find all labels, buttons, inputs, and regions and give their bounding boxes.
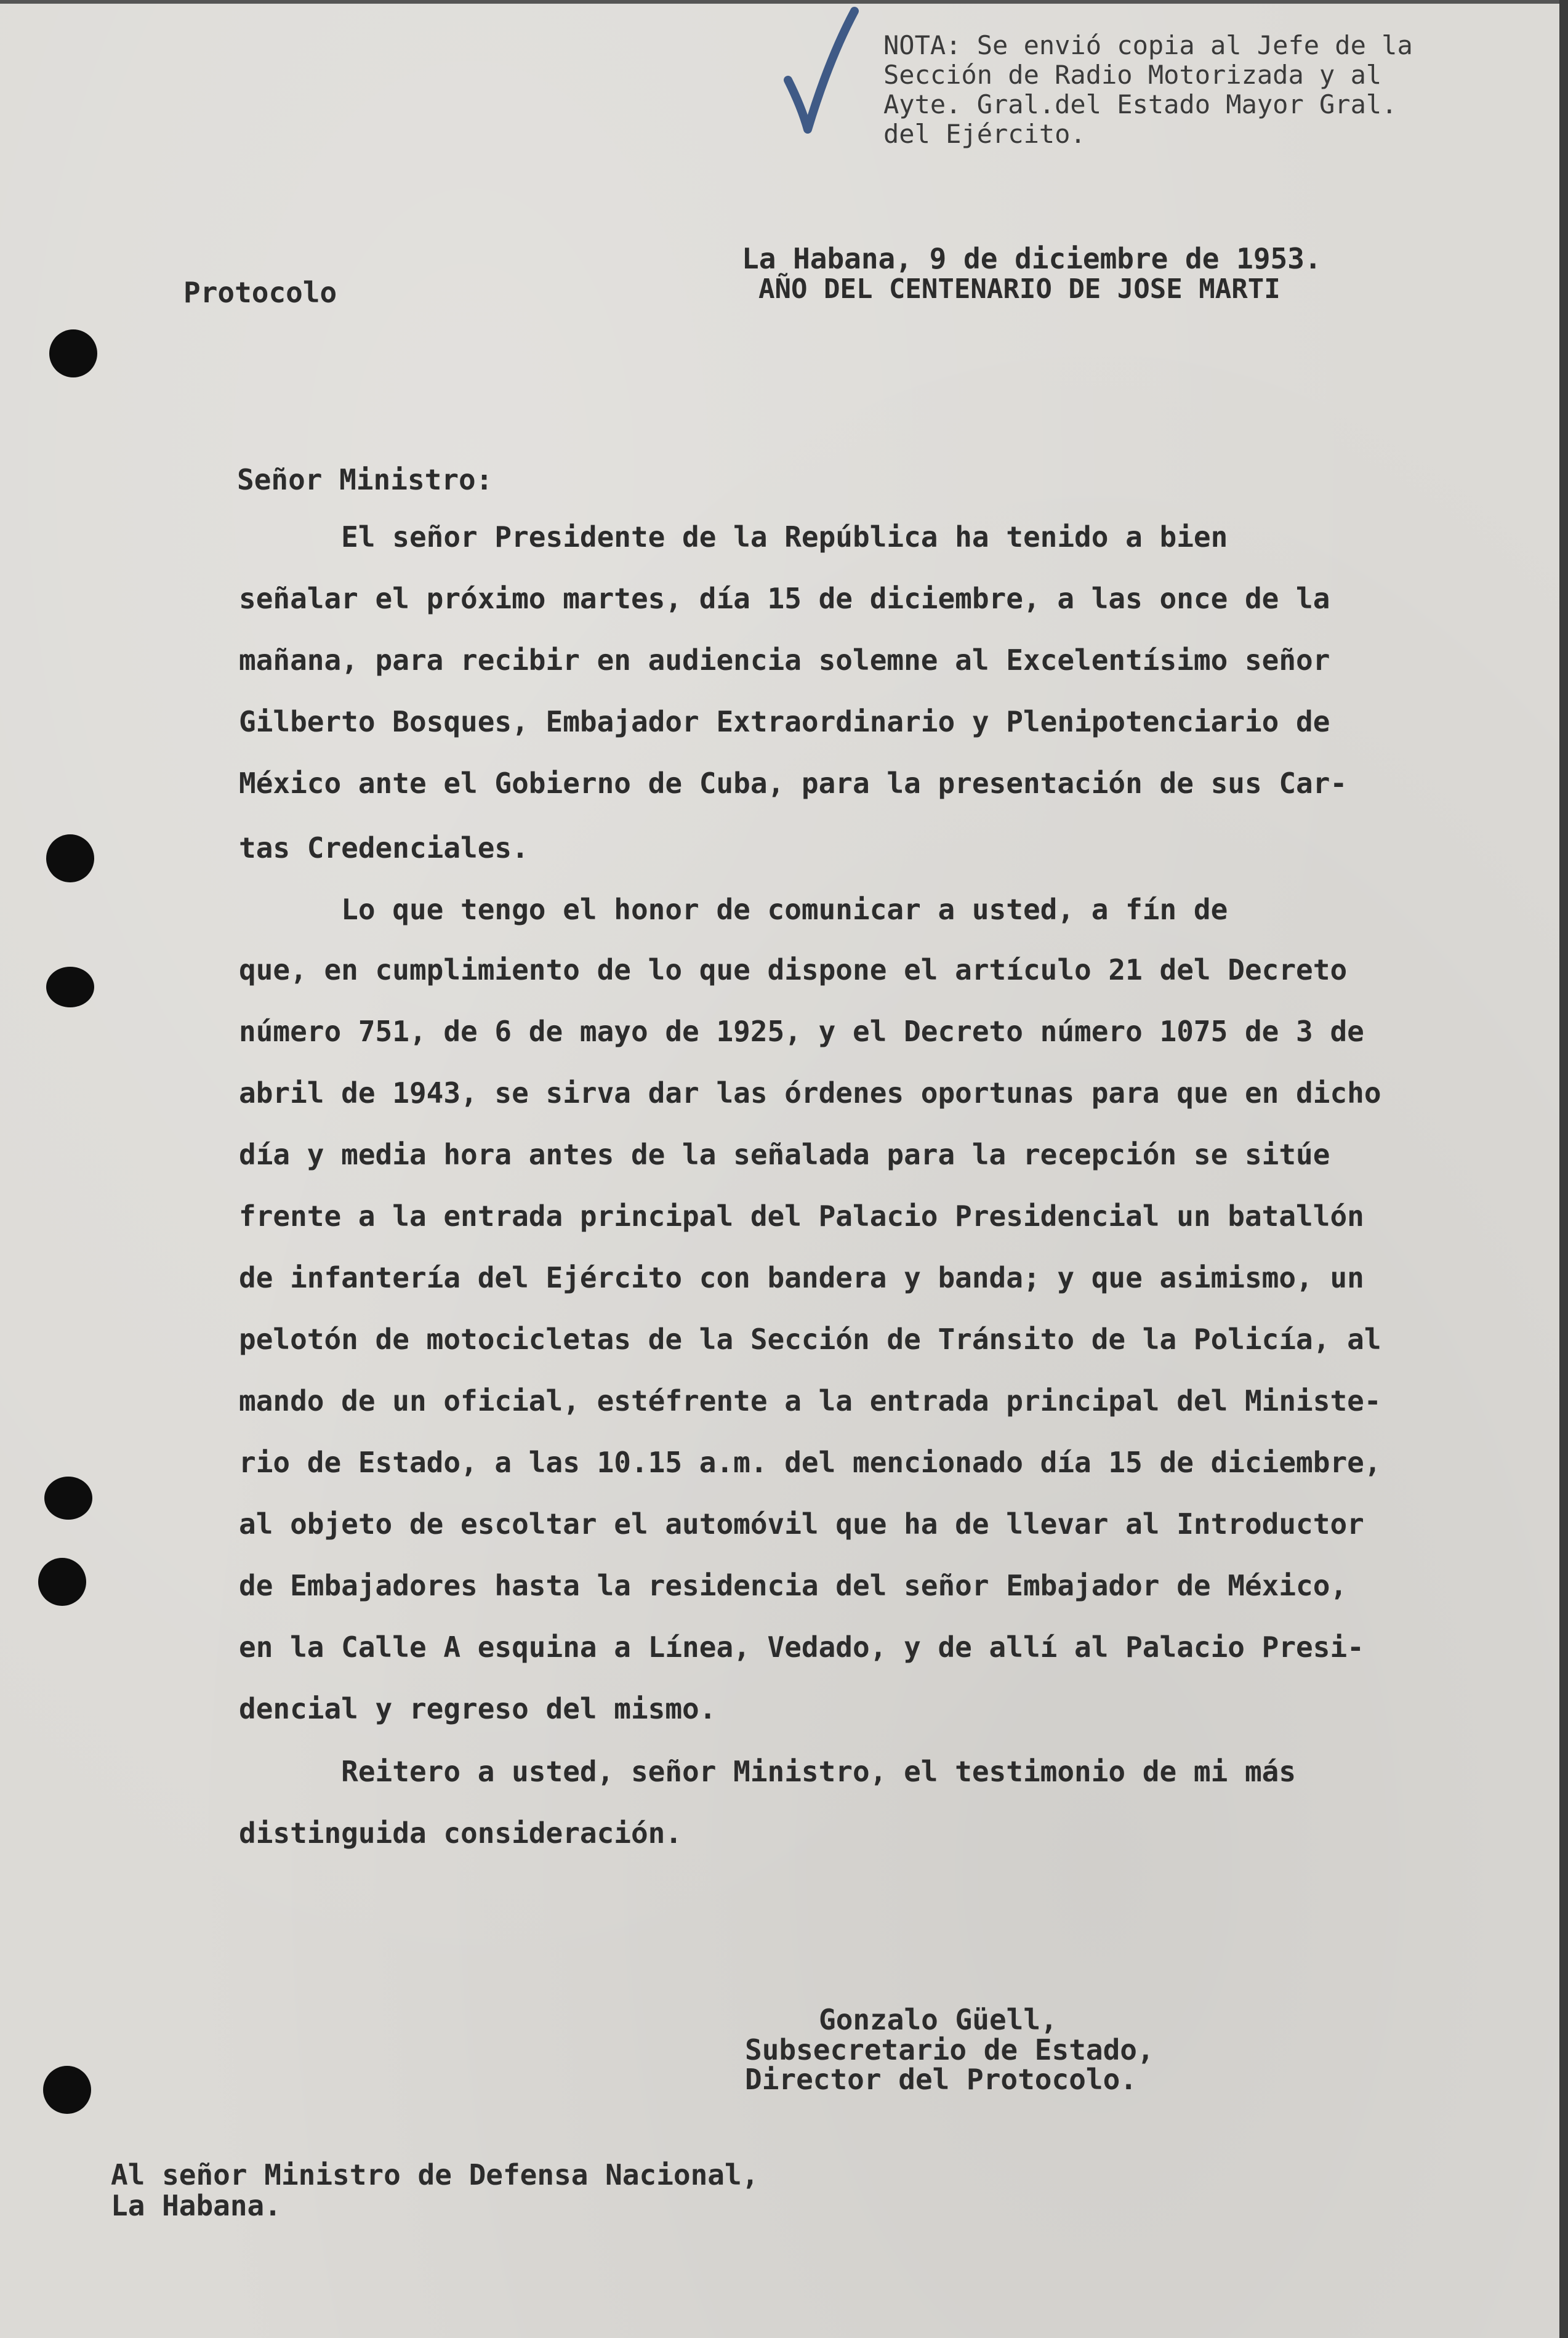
body-line: frente a la entrada principal del Palacio Presidencial un batallón [239,1199,1364,1233]
body-line: tas Credenciales. [239,831,529,865]
body-line: día y media hora antes de la señalada para la recepción se sitúe [239,1138,1330,1171]
body-line: Gilberto Bosques, Embajador Extraordinario y Plenipotenciario de [239,705,1330,738]
recipient-line: La Habana. [111,2189,281,2222]
punch-hole [46,967,94,1007]
punch-hole [44,1477,92,1520]
note-line: Sección de Radio Motorizada y al [883,60,1382,90]
note-line: Ayte. Gral.del Estado Mayor Gral. [883,89,1397,119]
body-line: rio de Estado, a las 10.15 a.m. del mencionado día 15 de diciembre, [239,1446,1381,1479]
signature-title: Subsecretario de Estado, [745,2033,1154,2066]
recipient-line: Al señor Ministro de Defensa Nacional, [111,2158,759,2191]
body-line: México ante el Gobierno de Cuba, para la presentación de sus Car- [239,767,1348,800]
body-line: que, en cumplimiento de lo que dispone el artículo 21 del Decreto [239,953,1348,986]
body-line: dencial y regreso del mismo. [239,1692,717,1725]
body-line: número 751, de 6 de mayo de 1925, y el Decreto número 1075 de 3 de [239,1015,1364,1048]
body-line: mañana, para recibir en audiencia solemne al Excelentísimo señor [239,643,1330,677]
signature-name: Gonzalo Güell, [819,2003,1058,2036]
punch-hole [46,834,94,882]
department-label: Protocolo [183,276,337,309]
signature-title: Director del Protocolo. [745,2063,1137,2096]
salutation: Señor Ministro: [237,463,493,496]
body-line: de Embajadores hasta la residencia del señor Embajador de México, [239,1569,1348,1602]
body-line: al objeto de escoltar el automóvil que ha de llevar al Introductor [239,1507,1364,1541]
body-line: abril de 1943, se sirva dar las órdenes oportunas para que en dicho [239,1076,1381,1110]
page-right-edge [1559,0,1568,2338]
punch-hole [49,329,97,377]
body-line: Reitero a usted, señor Ministro, el testimonio de mi más [239,1755,1297,1788]
body-line: distinguida consideración. [239,1816,683,1850]
place-date: La Habana, 9 de diciembre de 1953. [742,242,1322,275]
body-line: de infantería del Ejército con bandera y banda; y que asimismo, un [239,1261,1364,1294]
punch-hole [43,2066,91,2114]
body-line: pelotón de motocicletas de la Sección de Tránsito de la Policía, al [239,1323,1381,1356]
year-motto: AÑO DEL CENTENARIO DE JOSE MARTI [758,273,1281,305]
body-line: en la Calle A esquina a Línea, Vedado, y de allí al Palacio Presi- [239,1631,1364,1664]
punch-hole [38,1558,86,1606]
note-block [883,31,1413,149]
body-line: mando de un oficial, estéfrente a la entrada principal del Ministe- [239,1384,1381,1417]
body-line: Lo que tengo el honor de comunicar a usted, a fín de [239,893,1228,926]
note-line: del Ejército. [883,119,1086,149]
note-line: NOTA: Se envió copia al Jefe de la [883,30,1413,60]
body-line: señalar el próximo martes, día 15 de diciembre, a las once de la [239,582,1330,615]
checkmark-icon [782,6,868,135]
body-line: El señor Presidente de la República ha tenido a bien [239,520,1228,554]
page-top-edge [0,0,1568,4]
